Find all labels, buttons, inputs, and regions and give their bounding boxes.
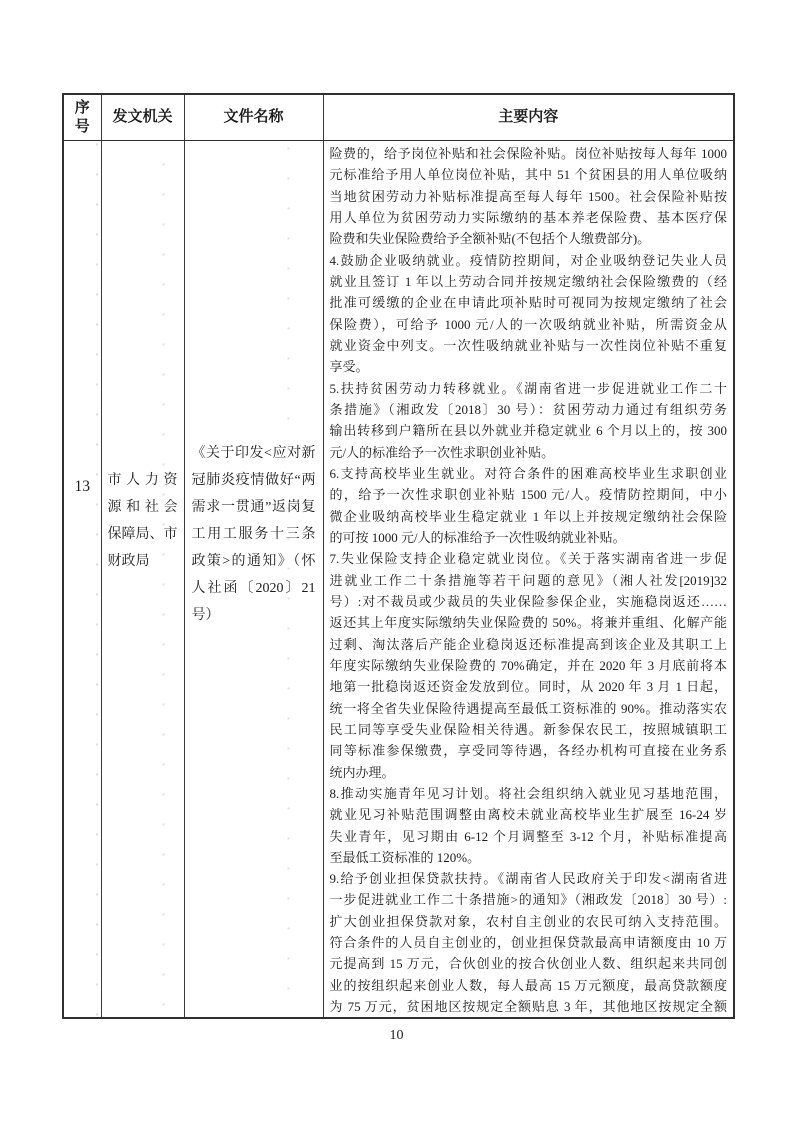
content-line: 业的按组织起来创业人数，每人最高 15 万元额度，最高贷款额度 <box>329 977 727 993</box>
agency-line: 保障局、市 <box>107 527 178 542</box>
content-line: 年度实际缴纳失业保险费的 70%确定，并在 2020 年 3 月底前将本 <box>329 657 727 673</box>
content-line: 至最低工资标准的 120%。 <box>329 849 481 865</box>
content-line: 返还其上年度实际缴纳失业保险费的 50%。将兼并重组、化解产能 <box>329 615 727 631</box>
content-line: 失业青年，见习期由 6-12 个月调整至 3-12 个月，补贴标准提高 <box>329 828 727 844</box>
content-line: 同等标准参保缴费，享受同等待遇，各经办机构可直接在业务系 <box>329 743 727 759</box>
doc-title-line: 需求一贯通”返岗复 <box>191 500 316 515</box>
table-row <box>63 141 734 1019</box>
content-line: 民工同等享受失业保险相关待遇。新参保农民工，按照城镇职工 <box>329 721 727 737</box>
content-line: 5.扶持贫困劳动力转移就业。《湖南省进一步促进就业工作二十 <box>329 380 727 396</box>
content-line: 当地贫困劳动力补贴标准提高至每人每年 1500。社会保险补贴按 <box>329 188 727 204</box>
content-line: 号）:对不裁员或少裁员的失业保险参保企业，实施稳岗返还…… <box>329 593 727 609</box>
content-line: 用人单位为贫困劳动力实际缴纳的基本养老保险费、基本医疗保 <box>329 209 727 225</box>
main-content-text <box>330 143 728 1017</box>
cell-seq <box>63 141 101 1019</box>
content-line: 就业且签订 1 年以上劳动合同并按规定缴纳社会保险缴费的（经 <box>329 273 727 289</box>
content-line: 险费的，给予岗位补贴和社会保险补贴。岗位补贴按每人每年 1000 <box>329 146 727 161</box>
doc-title-text <box>185 440 323 629</box>
content-line: 微企业吸纳高校毕业生稳定就业 1 年以上并按规定缴纳社会保险 <box>329 508 727 524</box>
content-line: 就业资金中列支。一次性吸纳就业补贴与一次性岗位补贴不重复 <box>329 337 727 353</box>
content-line: 享受。 <box>329 359 369 375</box>
content-line: 条措施》（湘政发〔2018〕30 号）：贫困劳动力通过有组织劳务 <box>329 401 727 417</box>
cell-doc-title <box>184 141 323 1019</box>
agency-line: 市人力资 <box>107 473 178 488</box>
doc-title-line: 《关于印发<应对新 <box>191 446 316 461</box>
doc-title-line: 工用工服务十三条 <box>191 527 316 542</box>
content-line: 地第一批稳岗返还资金发放到位。同时，从 2020 年 3 月 1 日起， <box>329 679 727 695</box>
content-line: 8.推动实施青年见习计划。将社会组织纳入就业见习基地范围， <box>329 785 727 801</box>
seq-number: 13 <box>74 478 90 495</box>
header-seq-label: 序号 <box>74 99 90 135</box>
content-line: 9.给予创业担保贷款扶持。《湖南省人民政府关于印发<湖南省进 <box>329 871 727 887</box>
content-line: 为 75 万元，贫困地区按规定全额贴息 3 年，其他地区按规定全额 <box>329 999 727 1015</box>
content-line: 6.支持高校毕业生就业。对符合条件的困难高校毕业生求职创业 <box>329 465 727 481</box>
cell-main-content <box>323 141 734 1019</box>
agency-text <box>102 467 184 575</box>
content-line: 符合条件的人员自主创业的，创业担保贷款最高申请额度由 10 万 <box>329 935 727 951</box>
table-header-row <box>63 94 734 141</box>
doc-title-line: 人社函〔2020〕21 <box>191 581 316 596</box>
header-main-content: 主要内容 <box>323 94 734 141</box>
content-line: 保险费），可给予 1000 元/人的一次吸纳就业补贴，所需资金从 <box>329 316 727 332</box>
content-line: 元提高到 15 万元，合伙创业的按合伙创业人数、组织起来共同创 <box>329 956 727 972</box>
content-line: 的，给予一次性求职创业补贴 1500 元/人。疫情防控期间，中小 <box>329 487 727 503</box>
content-line: 的可按 1000 元/人的标准给予一次性吸纳就业补贴。 <box>329 529 626 545</box>
agency-line: 财政局 <box>107 554 150 569</box>
content-line: 进就业工作二十条措施等若干问题的意见》（湘人社发[2019]32 <box>329 572 727 588</box>
content-line: 一步促进就业工作二十条措施>的通知》（湘政发〔2018〕30 号）: <box>329 892 727 908</box>
content-line: 7.失业保险支持企业稳定就业岗位。《关于落实湖南省进一步促 <box>329 551 727 567</box>
content-line: 4.鼓励企业吸纳就业。疫情防控期间，对企业吸纳登记失业人员 <box>329 252 727 268</box>
content-line: 统内办理。 <box>329 764 395 780</box>
agency-line: 源和社会 <box>107 500 178 515</box>
cell-agency <box>101 141 184 1019</box>
content-line: 统一将全省失业保险待遇提高至最低工资标准的 90%。推动落实农 <box>329 700 727 716</box>
doc-title-line: 政策>的通知》（怀 <box>191 554 316 569</box>
page-number: 10 <box>389 1028 404 1043</box>
header-seq <box>63 94 101 141</box>
content-line: 过剩、淘汰落后产能企业稳岗返还标准提高到该企业及其职工上 <box>329 636 727 652</box>
header-agency: 发文机关 <box>101 94 184 141</box>
header-doc-name: 文件名称 <box>184 94 323 141</box>
content-line: 批准可缓缴的企业在申请此项补贴时可视同为按规定缴纳了社会 <box>329 295 727 311</box>
doc-title-line: 号） <box>191 608 220 623</box>
content-line: 险费和失业保险费给予全额补贴(不包括个人缴费部分)。 <box>329 231 651 247</box>
policy-table <box>62 93 735 1019</box>
content-line: 元标准给予用人单位岗位补贴，其中 51 个贫困县的用人单位吸纳 <box>329 167 727 183</box>
content-line: 输出转移到户籍所在县以外就业并稳定就业 6 个月以上的，按 300 <box>329 423 727 439</box>
content-line: 扩大创业担保贷款对象，农村自主创业的农民可纳入支持范围。 <box>329 913 727 929</box>
content-line: 元/人的标准给予一次性求职创业补贴。 <box>329 444 555 460</box>
doc-title-line: 冠肺炎疫情做好“两 <box>191 473 316 488</box>
content-line: 就业见习补贴范围调整由离校未就业高校毕业生扩展至 16-24 岁 <box>329 807 727 823</box>
